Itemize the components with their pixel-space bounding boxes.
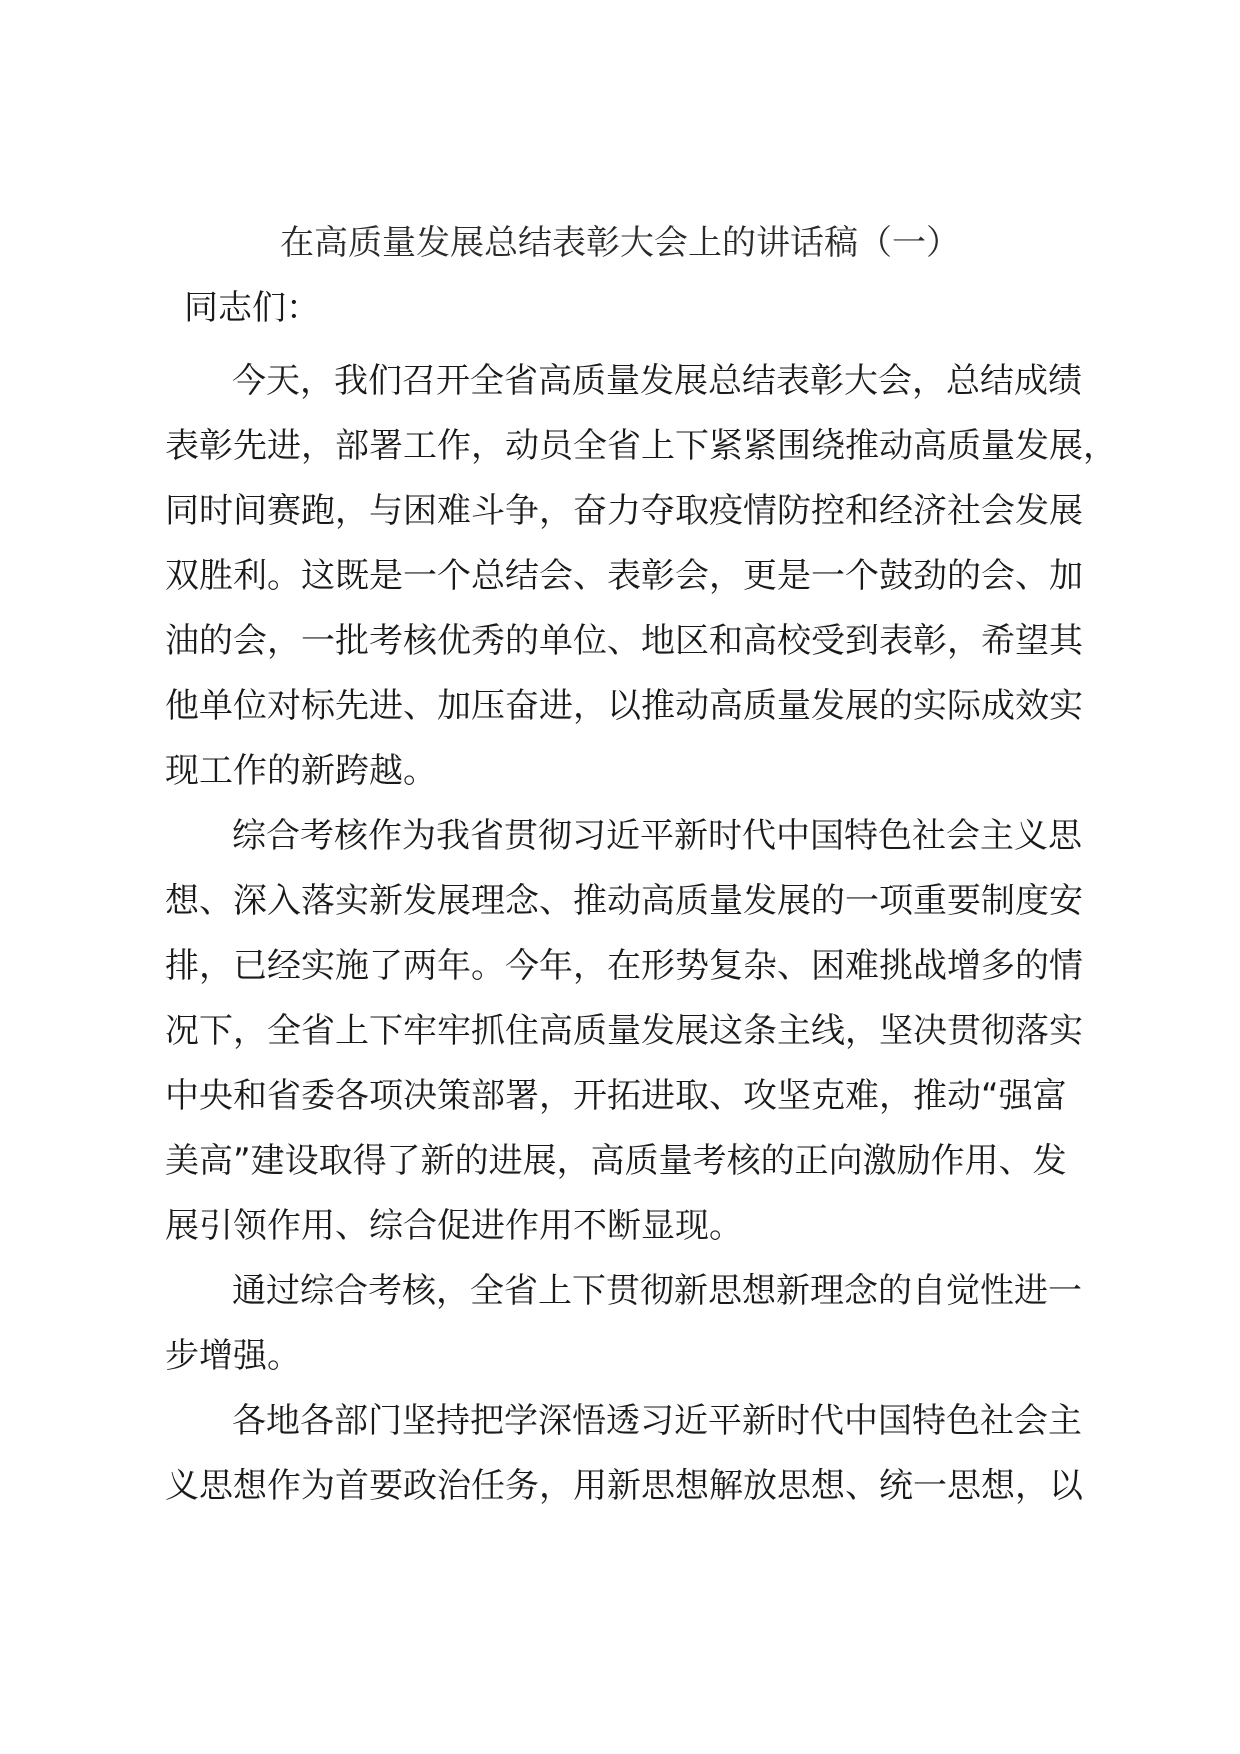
- paragraph-2: [165, 804, 1125, 1259]
- paragraph-line: 各地各部门坚持把学深悟透习近平新时代中国特色社会主: [232, 1401, 1082, 1441]
- paragraph-line: 况下，全省上下牢牢抓住高质量发展这条主线，坚决贯彻落实: [165, 1011, 1083, 1051]
- paragraph-1: [165, 349, 1125, 804]
- salutation: 同志们：: [184, 288, 320, 328]
- paragraph-line: 表彰先进，部署工作，动员全省上下紧紧围绕推动高质量发展，: [165, 426, 1117, 466]
- paragraph-line: 排，已经实施了两年。今年，在形势复杂、困难挑战增多的情: [165, 946, 1083, 986]
- paragraph-line: 双胜利。这既是一个总结会、表彰会，更是一个鼓劲的会、加: [165, 556, 1083, 596]
- paragraph-line: 通过综合考核，全省上下贯彻新思想新理念的自觉性进一: [232, 1271, 1082, 1311]
- paragraph-line: 今天，我们召开全省高质量发展总结表彰大会，总结成绩: [232, 361, 1082, 401]
- paragraph-line: 展引领作用、综合促进作用不断显现。: [165, 1206, 743, 1246]
- paragraph-line: 现工作的新跨越。: [165, 751, 437, 791]
- paragraph-3: [165, 1259, 1125, 1389]
- paragraph-line: 他单位对标先进、加压奋进，以推动高质量发展的实际成效实: [165, 686, 1083, 726]
- paragraph-line: 想、深入落实新发展理念、推动高质量发展的一项重要制度安: [165, 881, 1083, 921]
- paragraph-line: 美高”建设取得了新的进展，高质量考核的正向激励作用、发: [165, 1141, 1067, 1181]
- document-body: [165, 349, 1125, 1519]
- paragraph-line: 义思想作为首要政治任务，用新思想解放思想、统一思想，以: [165, 1466, 1083, 1506]
- paragraph-line: 综合考核作为我省贯彻习近平新时代中国特色社会主义思: [232, 816, 1082, 856]
- paragraph-line: 同时间赛跑，与困难斗争，奋力夺取疫情防控和经济社会发展: [165, 491, 1083, 531]
- paragraph-line: 油的会，一批考核优秀的单位、地区和高校受到表彰，希望其: [165, 621, 1083, 661]
- paragraph-4: [165, 1389, 1125, 1519]
- document-title: 在高质量发展总结表彰大会上的讲话稿（一）: [280, 223, 960, 263]
- paragraph-line: 步增强。: [165, 1336, 301, 1376]
- paragraph-line: 中央和省委各项决策部署，开拓进取、攻坚克难，推动“强富: [165, 1076, 1067, 1116]
